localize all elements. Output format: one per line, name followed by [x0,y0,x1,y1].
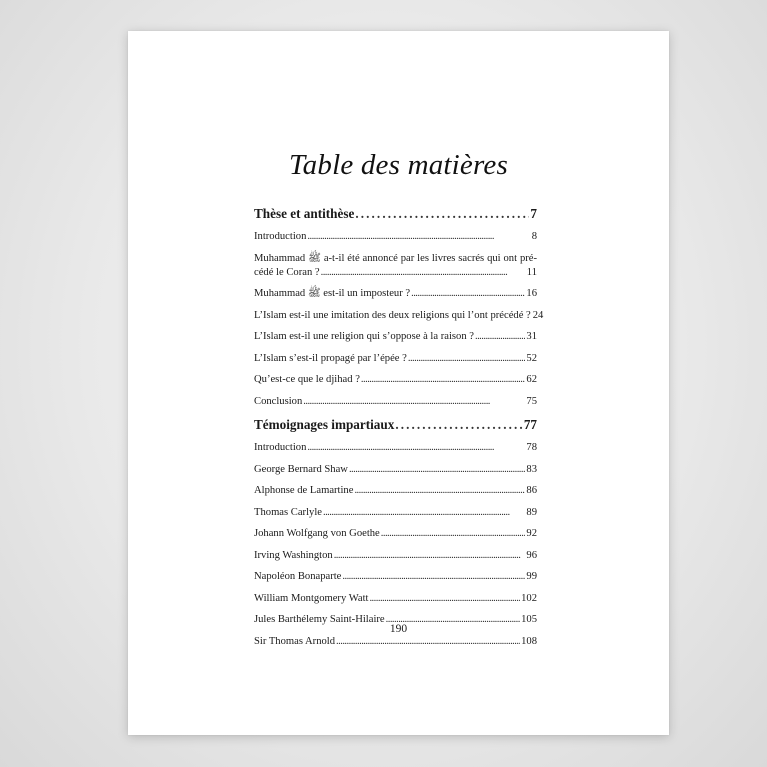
toc-entry-label: William Montgomery Watt [254,592,369,604]
toc-section-heading [254,205,537,222]
toc-entry-page: 83 [526,463,537,475]
dot-leader [354,484,525,498]
dot-leader [323,506,525,520]
toc-entry-label: Jules Barthélemy Saint-Hilaire [254,614,385,625]
toc-entry-label: Johann Wolfgang von Goethe [254,528,380,539]
toc-entry-page: 31 [526,331,537,342]
toc-entry-label-line2: cédé le Coran ? [254,266,320,278]
toc-entry-page: 96 [526,549,537,561]
dot-leader [307,441,525,455]
toc-entry-label: L’Islam s’est-il propagé par l’épée ? [254,352,407,364]
book-page [128,31,669,735]
toc-section-heading [254,416,537,433]
toc-entry [254,252,537,280]
dot-leader [303,395,525,409]
dot-leader [408,352,526,366]
dot-leader [349,463,525,477]
toc-entry-page: 102 [521,592,537,604]
toc-entry-page: 78 [526,442,537,453]
toc-entry [254,395,537,409]
toc-entry-page: 105 [521,614,537,625]
toc-entry-page: 92 [526,528,537,539]
toc-entry-label: Qu’est-ce que le djihad ? [254,374,360,385]
toc-entry [254,309,544,323]
dot-leader [475,330,525,344]
toc-entry-page: 11 [526,266,537,278]
toc-entry-label: Muhammad ﷺ est-il un imposteur ? [254,288,411,299]
toc-entry-label: Napoléon Bonaparte [254,571,342,582]
toc-entry [254,352,537,366]
toc-entry-label-line1: Muhammad ﷺ a-t-il été annoncé par les livres sacrés qui ont pré- [254,252,538,264]
toc-entry-label: Conclusion [254,395,303,407]
toc-entry-label: George Bernard Shaw [254,463,348,475]
toc-entry [254,506,537,520]
toc-entry-page: 89 [526,506,537,518]
toc-entry [254,463,537,477]
toc-entry [254,527,537,541]
toc-entry [254,230,537,244]
toc-entry-page: 52 [526,352,537,364]
dot-leader [334,549,526,563]
dot-leader [307,230,530,244]
toc-entry-label: L’Islam est-il une imitation des deux religions qui l’ont précédé ? [254,309,531,321]
toc-entry-page: 86 [526,485,537,496]
toc-entry-page: 8 [531,231,537,242]
toc-entry [254,287,537,301]
toc-entry [254,635,537,649]
dot-leader [395,416,523,433]
toc-entry-label: Irving Washington [254,549,333,561]
toc-entry [254,570,537,584]
toc-entry [254,330,537,344]
dot-leader [336,635,520,649]
toc-entry-label: Sir Thomas Arnold [254,635,336,647]
toc-entry-page: 75 [526,395,537,407]
dot-leader [355,205,529,222]
toc-entry [254,549,537,563]
dot-leader [381,527,526,541]
toc-section-label: Thèse et antithèse [254,206,355,221]
toc-entry-label: Introduction [254,231,307,242]
table-of-contents [254,205,544,656]
toc-entry [254,484,537,498]
toc-entry [254,441,537,455]
toc-entry [254,373,537,387]
toc-entry-label: Thomas Carlyle [254,506,322,518]
toc-entry-page: 99 [526,571,537,582]
toc-entry [254,592,537,606]
page-title: Table des matières [289,149,508,181]
toc-section-page: 77 [523,417,537,432]
toc-section-label: Témoignages impartiaux [254,417,395,432]
toc-entry-label: Alphonse de Lamartine [254,485,354,496]
dot-leader [369,592,520,606]
toc-entry-label: L’Islam est-il une religion qui s’oppose à la raison ? [254,331,474,342]
dot-leader [321,266,526,280]
toc-entry-page: 62 [526,374,537,385]
page-number: 190 [389,623,408,635]
toc-entry-page: 16 [526,288,537,299]
toc-entry-page: 108 [521,635,537,647]
dot-leader [342,570,525,584]
toc-entry-label: Introduction [254,442,307,453]
toc-section-page: 7 [530,206,537,221]
toc-entry-page: 24 [532,309,544,321]
dot-leader [411,287,525,301]
dot-leader [361,373,526,387]
